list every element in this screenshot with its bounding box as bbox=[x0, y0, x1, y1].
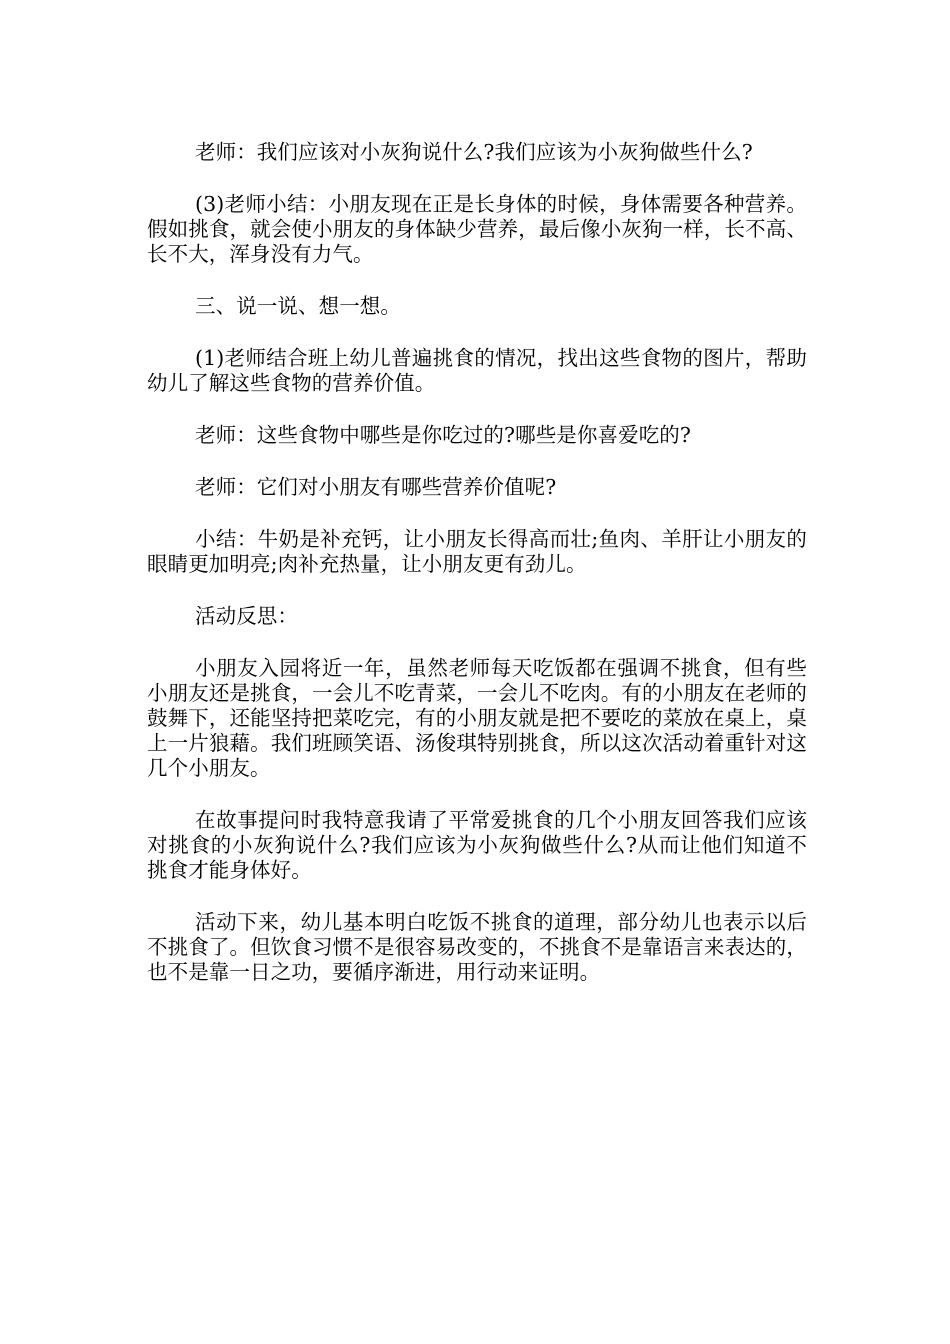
paragraph-teacher-summary-3: (3)老师小结：小朋友现在正是长身体的时候，身体需要各种营养。假如挑食，就会使小朋友的身体缺少营养，最后像小灰狗一样，长不高、长不大，浑身没有力气。 bbox=[147, 192, 807, 266]
heading-activity-reflection: 活动反思： bbox=[195, 604, 298, 628]
paragraph-summary: 小结：牛奶是补充钙，让小朋友长得高而壮;鱼肉、羊肝让小朋友的眼睛更加明亮;肉补充热量，让小朋友更有劲儿。 bbox=[147, 527, 807, 576]
paragraph-reflection-1: 小朋友入园将近一年，虽然老师每天吃饭都在强调不挑食，但有些小朋友还是挑食，一会儿不吃青菜，一会儿不吃肉。有的小朋友在老师的鼓舞下，还能坚持把菜吃完，有的小朋友就是把不要吃的菜放在桌上，桌上一片狼藉。我们班顾笑语、汤俊琪特别挑食，所以这次活动着重针对这几个小朋友。 bbox=[147, 656, 807, 780]
paragraph-teacher-question: 老师：我们应该对小灰狗说什么?我们应该为小灰狗做些什么? bbox=[195, 140, 753, 164]
paragraph-reflection-3: 活动下来，幼儿基本明白吃饭不挑食的道理，部分幼儿也表示以后不挑食了。但饮食习惯不是很容易改变的，不挑食不是靠语言来表达的，也不是靠一日之功，要循序渐进，用行动来证明。 bbox=[147, 910, 807, 984]
document-page bbox=[147, 140, 807, 985]
paragraph-teacher-foods-eaten: 老师：这些食物中哪些是你吃过的?哪些是你喜爱吃的? bbox=[195, 423, 691, 447]
section-heading-three: 三、说一说、想一想。 bbox=[195, 294, 401, 318]
paragraph-reflection-2: 在故事提问时我特意我请了平常爱挑食的几个小朋友回答我们应该对挑食的小灰狗说什么?我们应该为小灰狗做些什么?从而让他们知道不挑食才能身体好。 bbox=[147, 808, 807, 882]
paragraph-teacher-nutrition-value: 老师：它们对小朋友有哪些营养价值呢? bbox=[195, 475, 557, 499]
paragraph-food-pictures: (1)老师结合班上幼儿普遍挑食的情况，找出这些食物的图片，帮助幼儿了解这些食物的营养价值。 bbox=[147, 346, 807, 395]
